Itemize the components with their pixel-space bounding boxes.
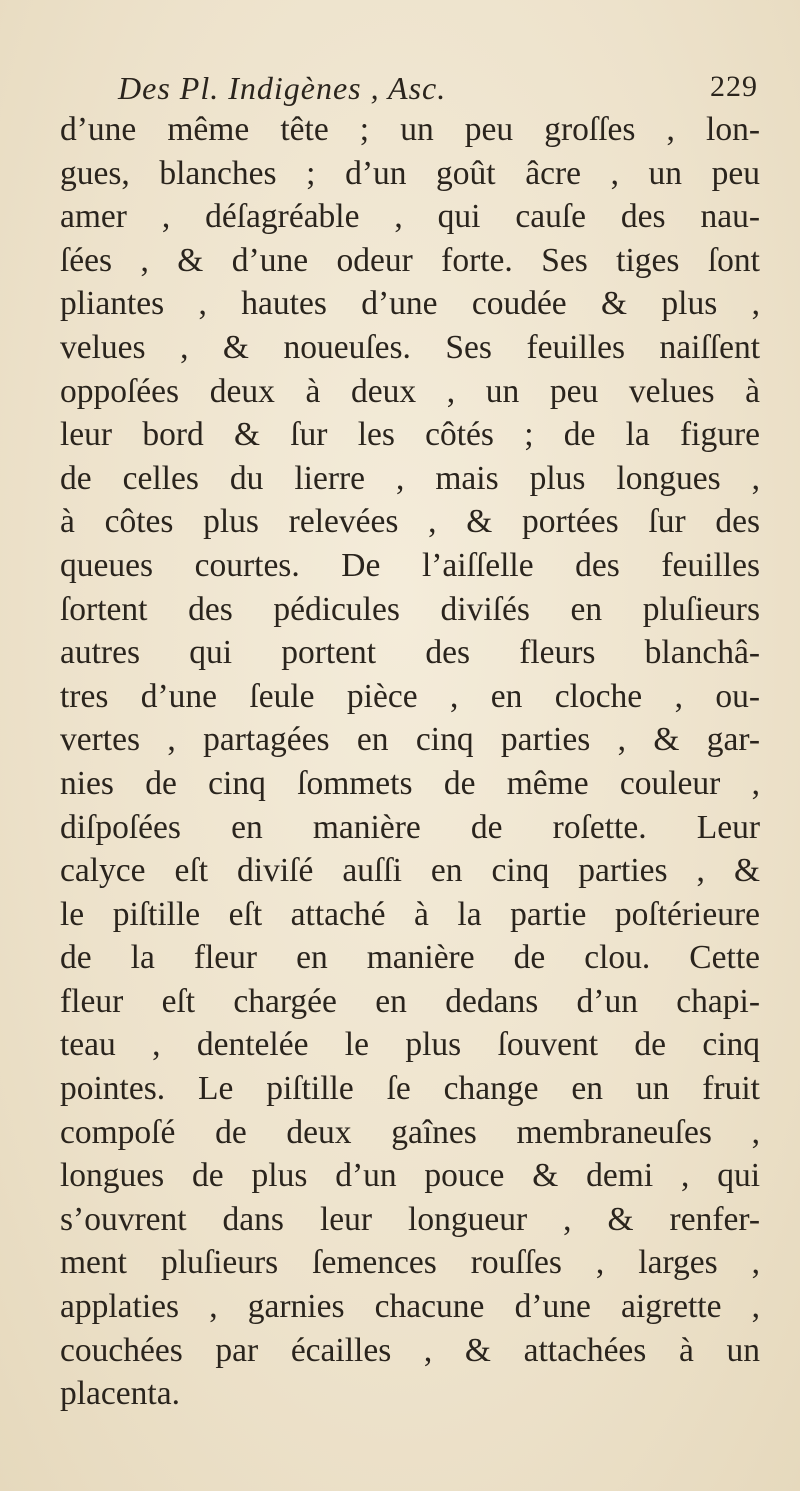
text-line: calyce eſt diviſé auſſi en cinq parties , &	[60, 852, 760, 890]
body-text	[60, 108, 760, 1416]
text-line: leur bord & ſur les côtés ; de la figure	[60, 416, 760, 454]
running-head-title: Des Pl. Indigènes , Asc.	[118, 70, 447, 106]
text-line: placenta.	[60, 1375, 180, 1413]
text-line: oppoſées deux à deux , un peu velues à	[60, 372, 760, 410]
text-line: nies de cinq ſommets de même couleur ,	[60, 764, 760, 802]
text-line: applaties , garnies chacune d’une aigrette ,	[60, 1288, 760, 1326]
text-line: s’ouvrent dans leur longueur , & renfer-	[60, 1200, 760, 1238]
text-line: ſortent des pédicules diviſés en pluſieurs	[60, 590, 760, 628]
text-line: gues, blanches ; d’un goût âcre , un peu	[60, 154, 760, 192]
text-line: tres d’une ſeule pièce , en cloche , ou-	[60, 677, 760, 715]
text-line: couchées par écailles , & attachées à un	[60, 1331, 760, 1369]
page-number: 229	[710, 70, 758, 103]
text-line: à côtes plus relevées , & portées ſur des	[60, 503, 760, 541]
text-line: autres qui portent des fleurs blanchâ-	[60, 634, 760, 672]
text-line: fleur eſt chargée en dedans d’un chapi-	[60, 982, 760, 1020]
text-line: d’une même tête ; un peu groſſes , lon-	[60, 111, 760, 148]
text-line: de celles du lierre , mais plus longues ,	[60, 459, 760, 497]
text-line: de la fleur en manière de clou. Cette	[60, 939, 760, 977]
text-line: amer , déſagréable , qui cauſe des nau-	[60, 198, 760, 236]
text-line: ſées , & d’une odeur forte. Ses tiges ſont	[60, 241, 760, 279]
text-line: queues courtes. De l’aiſſelle des feuilles	[60, 546, 760, 584]
text-line: vertes , partagées en cinq parties , & gar-	[60, 721, 760, 759]
text-line: longues de plus d’un pouce & demi , qui	[60, 1157, 760, 1195]
text-line: velues , & noueuſes. Ses feuilles naiſſent	[60, 328, 760, 366]
text-line: diſpoſées en manière de roſette. Leur	[60, 808, 760, 846]
text-line: compoſé de deux gaînes membraneuſes ,	[60, 1113, 760, 1151]
text-line: pliantes , hautes d’une coudée & plus ,	[60, 285, 760, 323]
text-line: ment pluſieurs ſemences rouſſes , larges ,	[60, 1244, 760, 1282]
text-line: pointes. Le piſtille ſe change en un fruit	[60, 1070, 760, 1108]
text-line: teau , dentelée le plus ſouvent de cinq	[60, 1026, 760, 1064]
text-line: le piſtille eſt attaché à la partie poſtérieure	[60, 895, 760, 933]
